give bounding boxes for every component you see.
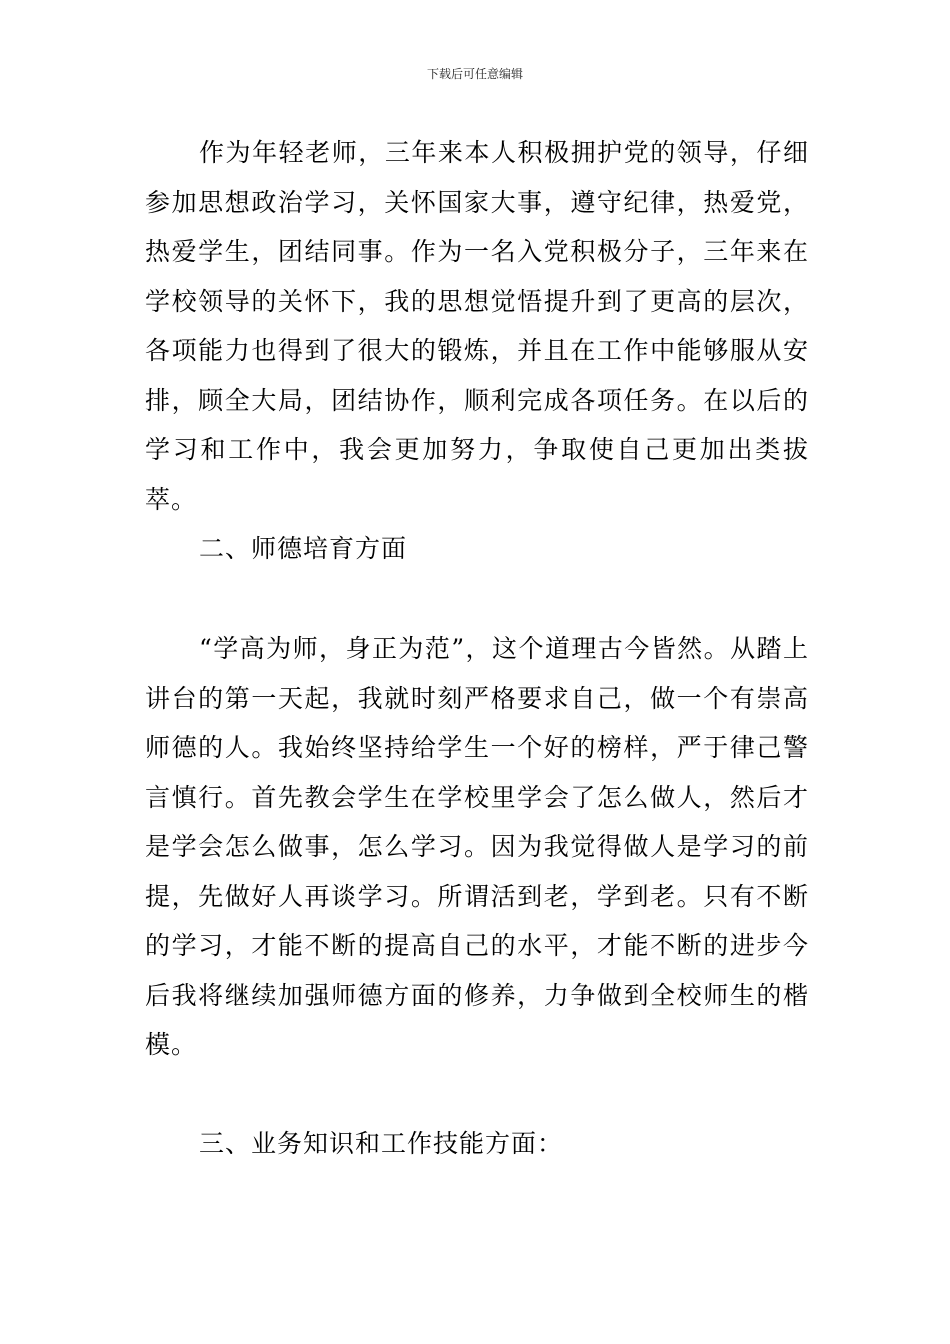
paragraph-teacher-ethics: “学高为师，身正为范”，这个道理古今皆然。从踏上讲台的第一天起，我就时刻严格要求自己，做一个有崇高师德的人。我始终坚持给学生一个好的榜样，严于律己警言慎行。首先教会学生在学校里学会了怎么做人，然后才是学会怎么做事，怎么学习。因为我觉得做人是学习的前提，先做好人再谈学习。所谓活到老，学到老。只有不断的学习，才能不断的提高自己的水平，才能不断的进步今后我将继续加强师德方面的修养，力争做到全校师生的楷模。 (145, 634, 809, 1059)
paragraph-political-study: 作为年轻老师，三年来本人积极拥护党的领导，仔细参加思想政治学习，关怀国家大事，遵守纪律，热爱党，热爱学生，团结同事。作为一名入党积极分子，三年来在学校领导的关怀下，我的思想觉悟提升到了更高的层次，各项能力也得到了很大的锻炼，并且在工作中能够服从安排，顾全大局，团结协作，顺利完成各项任务。在以后的学习和工作中，我会更加努力，争取使自己更加出类拔萃。 (145, 138, 809, 514)
header-note: 下载后可任意编辑 (426, 67, 523, 81)
section-heading-professional-skills: 三、业务知识和工作技能方面： (199, 1129, 564, 1158)
section-heading-teacher-ethics: 二、师德培育方面 (199, 534, 408, 563)
